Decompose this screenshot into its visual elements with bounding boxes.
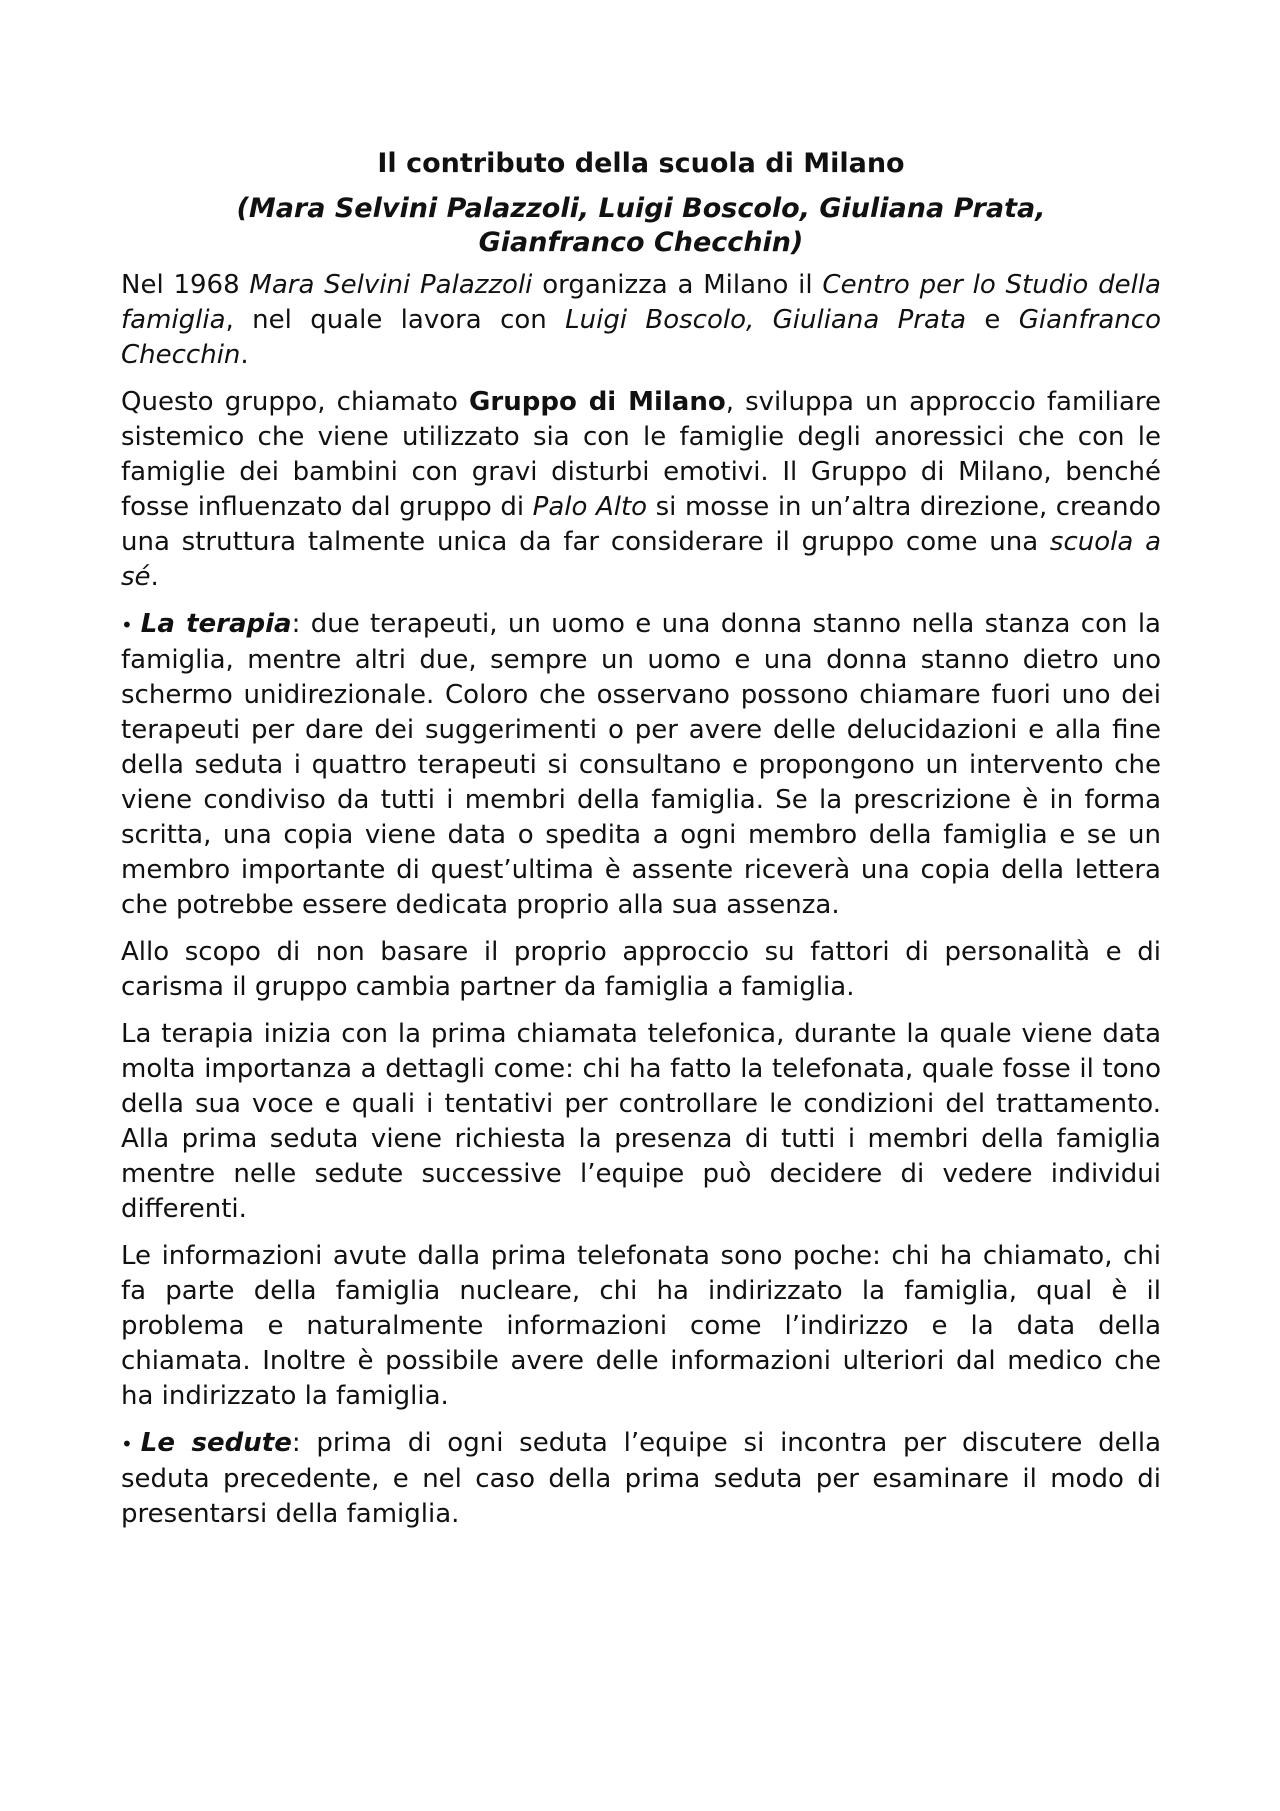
bullet-icon: • [121, 1432, 133, 1456]
bullet-term: Le sedute [140, 1428, 292, 1458]
text-run: si mosse in un’altra direzione, creando una struttura talmente unica da far considerare il gruppo come una [121, 492, 1161, 557]
paragraph-partners: Allo scopo di non basare il proprio approccio su fattori di personalità e di carisma il gruppo cambia partner da famiglia a famiglia. [121, 937, 1161, 1002]
text-run: . [240, 340, 249, 370]
text-run: Nel 1968 [121, 270, 250, 300]
paragraph-intro [121, 268, 1161, 373]
document-subtitle [121, 192, 1161, 260]
italic-phrase: scuola a sé [121, 527, 1161, 592]
bullet-paragraph-sessions [121, 1426, 1161, 1532]
bold-group-name: Gruppo di Milano [469, 387, 726, 417]
subtitle-line-2: Gianfranco Checchin) [478, 227, 804, 258]
paragraph-information: Le informazioni avute dalla prima telefonata sono poche: chi ha chiamato, chi fa parte della famiglia nucleare, chi ha indirizzato la famiglia, qual è il problema e naturalmente informazioni come l’indirizzo e la data della chiamata. Inoltre è possibile avere delle informazioni ulteriori dal medico che ha indirizzato la famiglia. [121, 1241, 1161, 1411]
text-run: e [966, 305, 1019, 335]
text-run: , nel quale lavora con [225, 305, 566, 335]
bullet-text: : prima di ogni seduta l’equipe si incontra per discutere della seduta precedente, e nel caso della prima seduta per esaminare il modo di presentarsi della famiglia. [121, 1428, 1161, 1529]
paragraph-group [121, 385, 1161, 595]
italic-names: Luigi Boscolo, Giuliana Prata [565, 305, 967, 335]
document-title: Il contributo della scuola di Milano [377, 148, 905, 179]
bullet-icon: • [121, 613, 133, 637]
bullet-paragraph-therapy [121, 607, 1161, 923]
text-run: Questo gruppo, chiamato [121, 387, 470, 417]
text-run: , sviluppa un approccio familiare sistemico che viene utilizzato sia con le famiglie degli anoressici che con le famiglie dei bambini con gravi disturbi emotivi. Il Gruppo di Milano, benché fosse influenzato dal gruppo di [121, 387, 1161, 522]
subtitle-line-1: (Mara Selvini Palazzoli, Luigi Boscolo, Giuliana Prata, [236, 193, 1046, 224]
text-run: organizza a Milano il [532, 270, 823, 300]
paragraph-first-call: La terapia inizia con la prima chiamata telefonica, durante la quale viene data molta importanza a dettagli come: chi ha fatto la telefonata, quale fosse il tono della sua voce e quali i tentativi per controllare le condizioni del trattamento. Alla prima seduta viene richiesta la presenza di tutti i membri della famiglia mentre nelle sedute successive l’equipe può decidere di vedere individui differenti. [121, 1019, 1161, 1224]
text-run: . [150, 562, 159, 592]
italic-place: Palo Alto [532, 492, 648, 522]
bullet-term: La terapia [140, 609, 292, 639]
italic-name: Mara Selvini Palazzoli [249, 270, 533, 300]
bullet-text: : due terapeuti, un uomo e una donna stanno nella stanza con la famiglia, mentre altri due, sempre un uomo e una donna stanno dietro uno schermo unidirezionale. Coloro che osservano possono chiamare fuori uno dei terapeuti per dare dei suggerimenti o per avere delle delucidazioni e alla fine della seduta i quattro terapeuti si consultano e propongono un intervento che viene condiviso da tutti i membri della famiglia. Se la prescrizione è in forma scritta, una copia viene data o spedita a ogni membro della famiglia e se un membro importante di quest’ultima è assente riceverà una copia della lettera che potrebbe essere dedicata proprio alla sua assenza. [121, 609, 1161, 920]
italic-name: Gianfranco Checchin [121, 305, 1161, 370]
italic-center-name: Centro per lo Studio della famiglia [121, 270, 1161, 335]
document-page [121, 146, 1161, 1544]
